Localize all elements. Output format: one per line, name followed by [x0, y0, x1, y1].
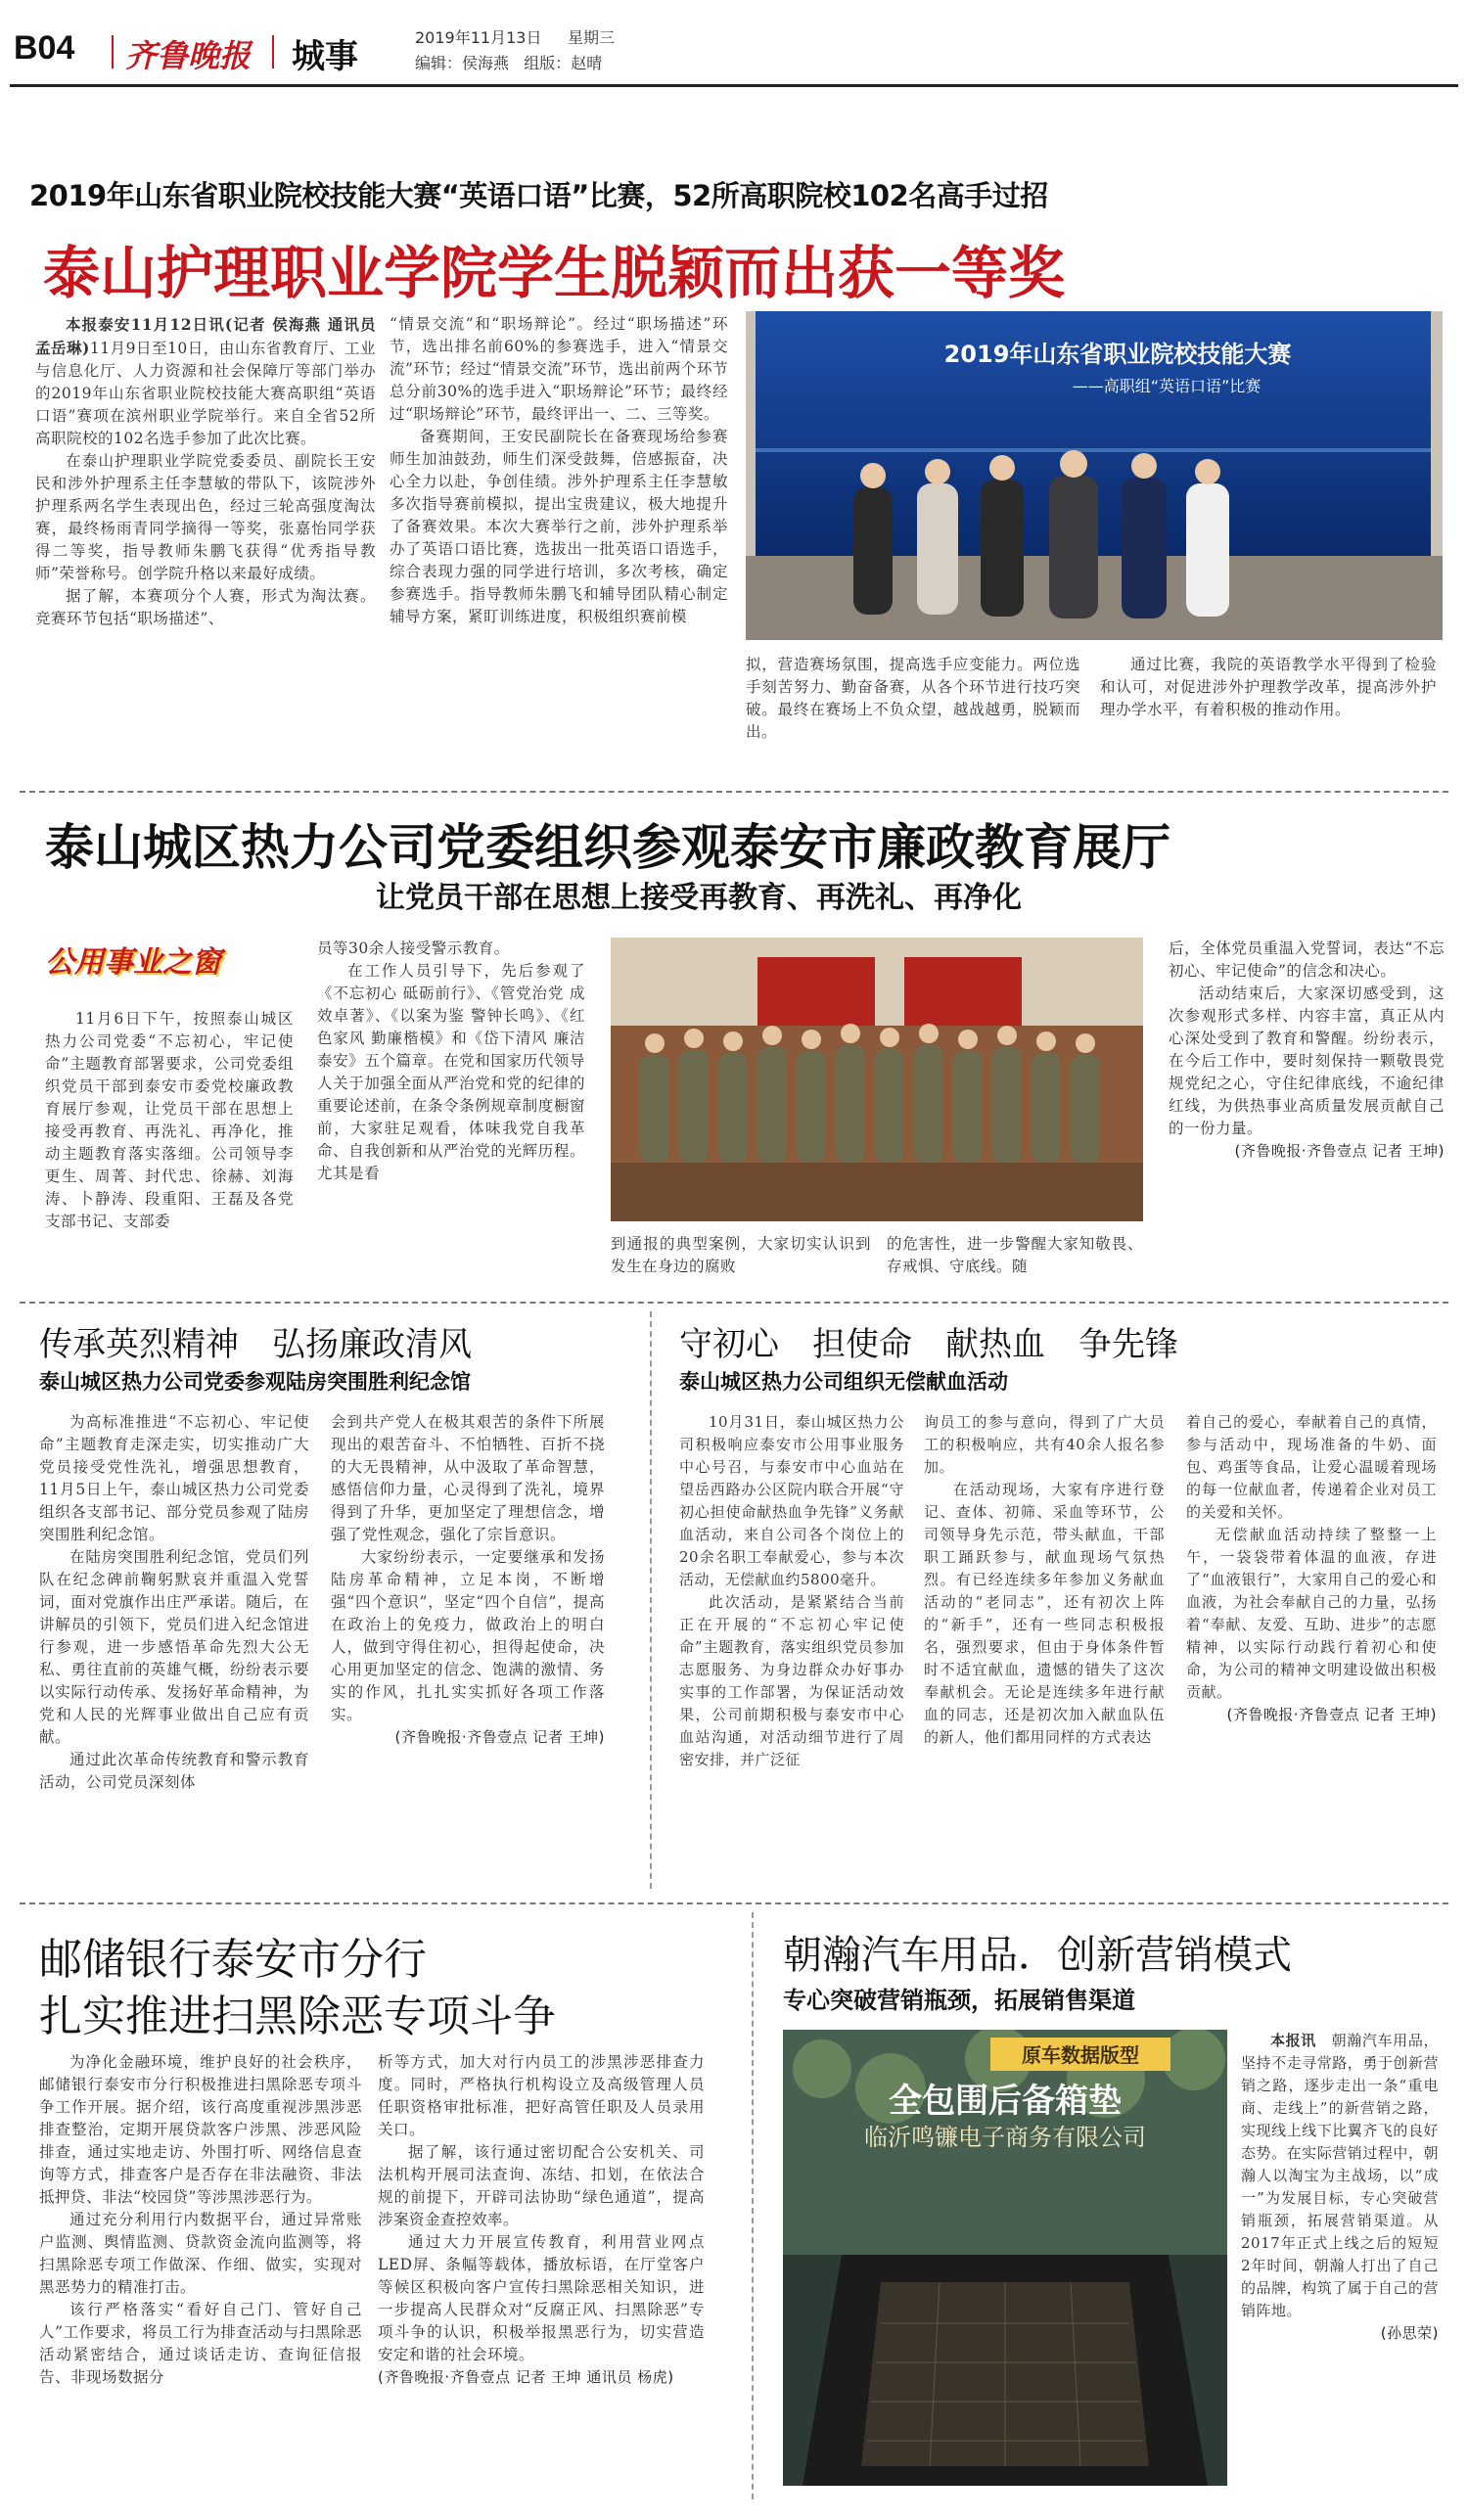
article2-col4 — [1169, 938, 1445, 1162]
article2-photo-caption-b — [887, 1233, 1143, 1278]
article2-col3-p1: 到通报的典型案例，大家切实认识到发生在身边的腐败 — [611, 1235, 871, 1275]
article5-col2-p1: 析等方式，加大对行内员工的涉黑涉恶排查力度。同时，严格执行机构设立及高级管理人员任职资格审批标准，把好高管任职及人员录用关口。 — [378, 2053, 705, 2138]
article5-col2-p3: 通过大力开展宣传教育，利用营业网点LED屏、条幅等载体，播放标语，在厅堂客户等候区积极向客户宣传扫黑除恶相关知识，进一步提高人民群众对“反腐正风、扫黑除恶”专项斗争的认识，积极举报黑恶行为，切实营造安定和谐的社会环境。 — [378, 2233, 705, 2363]
article1-col3 — [746, 654, 1080, 744]
article6-subhead: 专心突破营销瓶颈，拓展销售渠道 — [783, 1987, 1135, 2014]
article4-col1 — [679, 1411, 904, 1771]
article5-col1-p3: 该行严格落实“看好自己门、管好自己人”工作要求，将员工行为排查活动与扫黑除恶活动紧密结合，通过谈话走访、查询征信报告、非现场数据分 — [39, 2301, 362, 2386]
editor-line: 编辑：侯海燕 组版：赵晴 — [415, 54, 603, 72]
article2-subhead: 让党员干部在思想上接受再教育、再洗礼、再净化 — [376, 881, 1022, 915]
paper-logo: 齐鲁晚报 — [125, 37, 252, 74]
article5-col1-p2: 通过充分利用行内数据平台，通过异常账户监测、舆情监测、贷款资金流向监测等，将扫黑除恶专项工作做深、作细、做实，实现对黑恶势力的精准打击。 — [39, 2211, 362, 2296]
divider-v-2 — [752, 1912, 754, 2499]
trunk-mat-ad — [783, 2030, 1227, 2486]
article6-lead: 本报讯 — [1270, 2032, 1316, 2049]
banner-subtitle: ——高职组“英语口语”比赛 — [1072, 377, 1262, 395]
divider-1 — [20, 791, 1448, 793]
column-logo — [45, 938, 280, 983]
divider-2 — [20, 1302, 1448, 1304]
section-name: 城事 — [292, 37, 358, 76]
article4-col2-p2: 在活动现场，大家有序进行登记、查体、初筛、采血等环节，公司领导身先示范，带头献血，干部职工踊跃参与，献血现场气氛热烈。有已经连续多年参加义务献血活动的“老同志”，还有初次上阵的“新手”，还有一些同志积极报名，强烈要求，但由于身体条件暂时不适宜献血，遗憾的错失了这次奉献机会。无论是连续多年进行献血的同志，还是初次加入献血队伍的新人，他们都用同样的方式表达 — [924, 1481, 1165, 1746]
divider-v-1 — [650, 1311, 652, 1889]
article3-col1-p3: 通过此次革命传统教育和警示教育活动，公司党员深刻体 — [39, 1751, 309, 1791]
article2-col1-p1: 11月6日下午，按照泰山城区热力公司党委“不忘初心，牢记使命”主题教育部署要求，公司党委组织党员干部到泰安市委党校廉政教育展厅参观，让党员干部在思想上接受再教育、再洗礼、再净化，推动主题教育落实落细。公司领导李更生、周菁、封代忠、徐赫、刘海涛、卜静涛、段重阳、王磊及各党支部书记、支部委 — [45, 1010, 294, 1230]
article1-col1-p3: 据了解，本赛项分个人赛，形式为淘汰赛。竞赛环节包括“职场描述”、 — [35, 587, 376, 627]
award-ceremony-photo — [746, 311, 1443, 640]
article1-headline: 泰山护理职业学院学生脱颖而出获一等奖 — [43, 240, 1066, 306]
issue-date: 2019年11月13日 — [415, 28, 542, 47]
article2-col1 — [45, 1008, 294, 1233]
article1-col1-text: 11月9日至10日，由山东省教育厅、工业与信息化厅、人力资源和社会保障厅等部门举办的2019年山东省职业院校技能大赛高职组“英语口语”赛项在滨州职业学院举行。来自全省52所高职院校的102名选手参加了此次比赛。 — [35, 340, 376, 447]
article4-subhead: 泰山城区热力公司组织无偿献血活动 — [679, 1370, 1008, 1394]
ad-company: 临沂鸣镰电子商务有限公司 — [864, 2124, 1146, 2151]
article5-col2 — [378, 2051, 705, 2388]
ad-title: 全包围后备箱垫 — [889, 2082, 1122, 2121]
article2-photo-caption-a — [611, 1233, 871, 1278]
article3-col1-p2: 在陆房突围胜利纪念馆，党员们列队在纪念碑前鞠躬默哀并重温入党誓词，面对党旗作出庄严承诺。随后，在讲解员的引领下，党员们进入纪念馆进行参观，进一步感悟革命先烈大公无私、勇往直前的英雄气概，纷纷表示要以实际行动传承、发扬好革命精神，为党和人民的光辉事业做出自己应有贡献。 — [39, 1548, 309, 1746]
article4-headline: 守初心 担使命 献热血 争先锋 — [679, 1325, 1178, 1364]
party-oath-photo — [611, 938, 1143, 1221]
article2-col3-p2: 的危害性，进一步警醒大家知敬畏、存戒惧、守底线。随 — [887, 1235, 1143, 1275]
article3-col1-p1: 为高标准推进“不忘初心、牢记使命”主题教育走深走实，切实推动广大党员接受党性洗礼，增强思想教育，11月5日上午，泰山城区热力公司党委组织各支部书记、部分党员参观了陆房突围胜利纪念馆。 — [39, 1413, 309, 1543]
article1-lead: 本报泰安11月12日讯(记者 侯海燕 通讯员 孟岳琳) — [35, 315, 376, 357]
article6-credit: (孙思荣) — [1380, 2324, 1439, 2342]
article1-kicker: 2019年山东省职业院校技能大赛“英语口语”比赛，52所高职院校102名高手过招 — [29, 179, 1048, 212]
ad-tag: 原车数据版型 — [1022, 2043, 1139, 2067]
column-logo-text: 公用事业之窗 — [45, 945, 221, 980]
article2-col2 — [317, 938, 585, 1185]
article1-col4-p1: 通过比赛，我院的英语教学水平得到了检验和认可，对促进涉外护理教学改革，提高涉外护理办学水平，有着积极的推动作用。 — [1100, 656, 1437, 718]
divider-3 — [20, 1902, 1448, 1904]
article2-col4-p1: 后，全体党员重温入党誓词，表达“不忘初心、牢记使命”的信念和决心。 — [1169, 939, 1445, 980]
article1-col2-p2: 备赛期间，王安民副院长在备赛现场给参赛师生加油鼓劲，师生们深受鼓舞，倍感振奋，决心全力以赴，争创佳绩。涉外护理系主任李慧敏多次指导赛前模拟，提出宝贵建议，极大地提升了备赛效果。本次大赛举行之前，涉外护理系举办了英语口语比赛，选拔出一批英语口语选手，综合表现力强的同学进行培训，多次考核，确定参赛选手。指导教师朱鹏飞和辅导团队精心制定辅导方案，紧盯训练进度，积极组织赛前模 — [390, 428, 728, 625]
article5-credit: (齐鲁晚报·齐鲁壹点 记者 王坤 通讯员 杨虎) — [378, 2368, 674, 2386]
article1-col1-p2: 在泰山护理职业学院党委委员、副院长王安民和涉外护理系主任李慧敏的带队下，该院涉外护理系两名学生表现出色，经过三轮高强度淘汰赛，最终杨雨青同学摘得一等奖，张嘉怡同学获得二等奖，指导教师朱鹏飞获得“优秀指导教师”荣誉称号。创学院升格以来最好成绩。 — [35, 452, 376, 582]
article1-col2-p1: “情景交流”和“职场辩论”。经过“职场描述”环节，选出排名前60%的参赛选手，进入“情景交流”环节；经过“情景交流”环节，选出前两个环节总分前30%的选手进入“职场辩论”环节；最终经过“职场辩论”环节，最终评出一、二、三等奖。 — [390, 315, 728, 423]
article2-col2-p2: 在工作人员引导下，先后参观了《不忘初心 砥砺前行》、《管党治党 成效卓著》、《以案为鉴 警钟长鸣》、《红色家风 勤廉楷模》和《岱下清风 廉洁泰安》五个篇章。在党和国家历代领导人关于加强全面从严治党和党的纪律的重要论述前，在条令条例规章制度橱窗前，大家驻足观看，体味我党自我革命、自我创新和从严治党的光辉历程。尤其是看 — [317, 962, 585, 1182]
article2-col4-p2: 活动结束后，大家深切感受到，这次参观形式多样、内容丰富，真正从内心深处受到了教育和警醒。纷纷表示，在今后工作中，要时刻保持一颗敬畏党规党纪之心，守住纪律底线，不逾纪律红线，为供热事业高质量发展贡献自己的一份力量。 — [1169, 985, 1445, 1137]
article3-col1 — [39, 1411, 309, 1794]
header-divider-2 — [272, 35, 274, 69]
article3-col2-p2: 大家纷纷表示，一定要继承和发扬陆房革命精神，立足本岗，不断增强“四个意识”，坚定“四个自信”，提高在政治上的免疫力，做政治上的明白人，做到守得住初心，担得起使命，决心用更加坚定的信念、饱满的激情、务实的作风，扎扎实实抓好各项工作落实。 — [331, 1548, 605, 1723]
article1-col2 — [390, 313, 728, 628]
page-number: B04 — [14, 29, 75, 67]
article6-text: 朝瀚汽车用品，坚持不走寻常路，勇于创新营销之路，逐步走出一条“重电商、走线上”的新营销之路，实现线上线下比翼齐飞的良好态势。在实际营销过程中，朝瀚人以淘宝为主战场，以“成一”为发展目标，专心突破营销瓶颈，拓展营销渠道。从2017年正式上线之后的短短2年时间，朝瀚人打出了自己的品牌，构筑了属于自己的营销阵地。 — [1241, 2032, 1439, 2319]
article4-credit: (齐鲁晚报·齐鲁壹点 记者 王坤) — [1226, 1706, 1437, 1723]
article6-body — [1241, 2030, 1439, 2344]
article1-col1 — [35, 313, 376, 630]
header-rule — [10, 84, 1458, 87]
issue-weekday: 星期三 — [568, 28, 616, 47]
article3-subhead: 泰山城区热力公司党委参观陆房突围胜利纪念馆 — [39, 1370, 471, 1394]
article5-headline-line2: 扎实推进扫黑除恶专项斗争 — [39, 1992, 556, 2041]
article1-col4 — [1100, 654, 1437, 721]
header-divider-1 — [112, 35, 114, 69]
article6-headline: 朝瀚汽车用品．创新营销模式 — [783, 1933, 1292, 1978]
article5-headline-line1: 邮储银行泰安市分行 — [39, 1935, 427, 1985]
article3-credit: (齐鲁晚报·齐鲁壹点 记者 王坤) — [394, 1728, 605, 1746]
article5-col1-p1: 为净化金融环境，维护良好的社会秩序，邮储银行泰安市分行积极推进扫黑除恶专项斗争工作开展。据介绍，该行高度重视涉黑涉恶排查整治，定期开展贷款客户涉黑、涉恶风险排查，通过实地走访、外围打听、网络信息查询等方式，排查客户是否存在非法融资、非法抵押贷、非法“校园贷”等涉黑涉恶行为。 — [39, 2053, 362, 2206]
article3-headline: 传承英烈精神 弘扬廉政清风 — [39, 1325, 472, 1364]
article4-col2-p1: 询员工的参与意向，得到了广大员工的积极响应，共有40余人报名参加。 — [924, 1413, 1165, 1476]
article2-credit: (齐鲁晚报·齐鲁壹点 记者 王坤) — [1234, 1142, 1445, 1160]
article2-headline: 泰山城区热力公司党委组织参观泰安市廉政教育展厅 — [45, 819, 1170, 876]
article4-col2 — [924, 1411, 1165, 1749]
article2-col2-p1: 员等30余人接受警示教育。 — [317, 939, 510, 957]
article5-col2-p2: 据了解，该行通过密切配合公安机关、司法机构开展司法查询、冻结、扣划，在依法合规的前提下，开辟司法协助“绿色通道”，提高涉案资金查控效率。 — [378, 2143, 705, 2228]
banner-title: 2019年山东省职业院校技能大赛 — [943, 341, 1292, 368]
article4-col3-p1: 着自己的爱心，奉献着自己的真情，参与活动中，现场准备的牛奶、面包、鸡蛋等食品，让爱心温暖着现场的每一位献血者，传递着企业对员工的关爱和关怀。 — [1186, 1413, 1437, 1521]
article1-col3-p1: 拟，营造赛场氛围，提高选手应变能力。两位选手刻苦努力、勤奋备赛，从各个环节进行技巧突破。最终在赛场上不负众望，越战越勇，脱颖而出。 — [746, 656, 1080, 741]
article4-col1-p2: 此次活动，是紧紧结合当前正在开展的“不忘初心牢记使命”主题教育，落实组织党员参加志愿服务、为身边群众办好事办实事的工作部署，为保证活动效果，公司前期积极与泰安市中心血站沟通，对活动细节进行了周密安排，并广泛征 — [679, 1593, 904, 1768]
article5-col1 — [39, 2051, 362, 2389]
article4-col1-p1: 10月31日，泰山城区热力公司积极响应泰安市公用事业服务中心号召，与泰安市中心血站在望岳西路办公区院内联合开展“守初心担使命献热血争先锋”义务献血活动，来自公司各个岗位上的20余名职工奉献爱心，参与本次活动，无偿献血约5800毫升。 — [679, 1413, 904, 1588]
article4-col3-p2: 无偿献血活动持续了整整一上午，一袋袋带着体温的血液，存进了“血液银行”，大家用自己的爱心和血液，为社会奉献自己的力量，弘扬着“奉献、友爱、互助、进步”的志愿精神，以实际行动践行着初心和使命，为公司的精神文明建设做出积极贡献。 — [1186, 1526, 1437, 1701]
article3-col2-p1: 会到共产党人在极其艰苦的条件下所展现出的艰苦奋斗、不怕牺牲、百折不挠的大无畏精神，从中汲取了革命智慧，感悟信仰力量，心灵得到了洗礼，境界得到了升华，更加坚定了理想信念，增强了党性观念，强化了宗旨意识。 — [331, 1413, 605, 1543]
article4-col3 — [1186, 1411, 1437, 1725]
article3-col2 — [331, 1411, 605, 1748]
